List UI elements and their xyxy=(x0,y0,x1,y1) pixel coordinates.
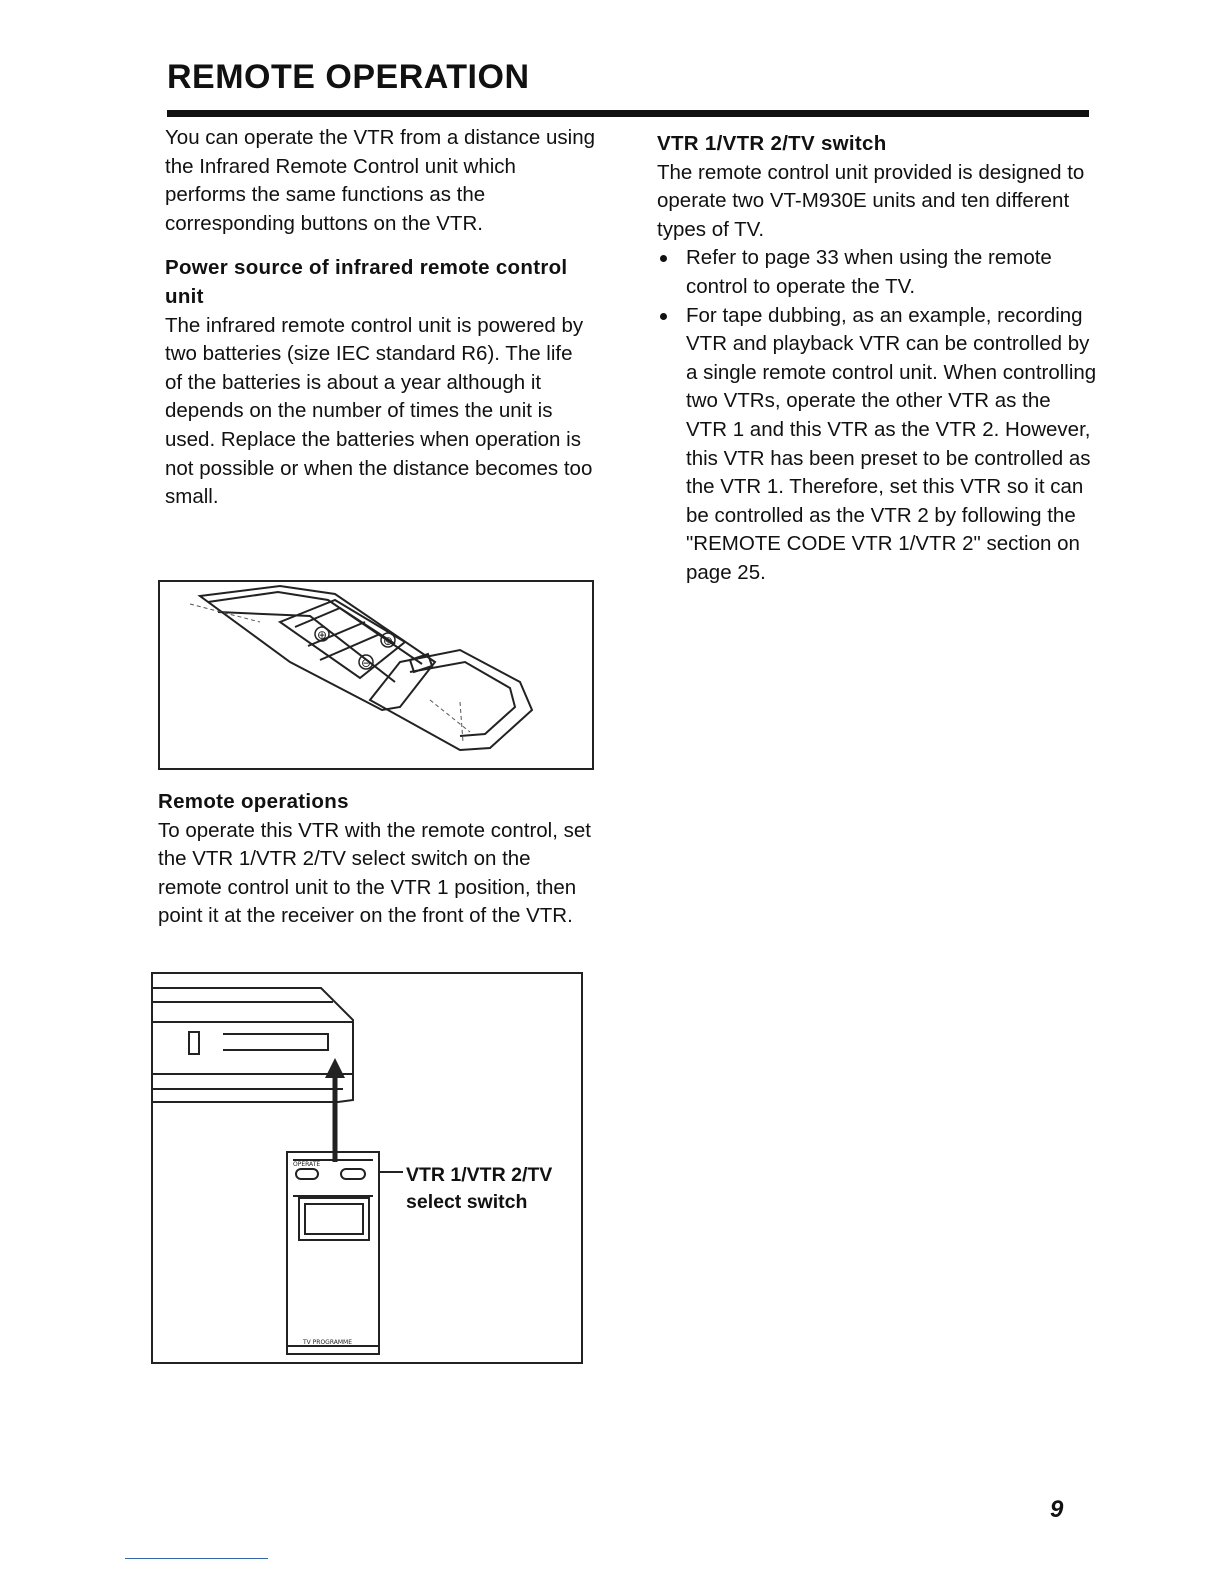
power-source-paragraph: The infrared remote control unit is powered by two batteries (size IEC standard R6). The life of the batteries is about a year although it depends on the number of times the unit is used. Replace the batteries when operation is not possible or when the distance becomes too small. xyxy=(165,313,593,509)
title-rule xyxy=(167,110,1089,117)
switch-bullet-list xyxy=(657,244,1097,587)
select-switch-label xyxy=(406,1162,552,1216)
select-switch-label-line1: VTR 1/VTR 2/TV xyxy=(406,1164,553,1186)
power-source-heading: Power source of infrared remote control unit xyxy=(165,256,568,308)
plus-symbol-2: ⊕ xyxy=(383,634,394,648)
page-title: REMOTE OPERATION xyxy=(167,58,530,96)
battery-compartment-figure xyxy=(158,580,594,770)
left-column xyxy=(165,124,595,512)
bottom-rule xyxy=(125,1558,268,1559)
switch-heading: VTR 1/VTR 2/TV switch xyxy=(657,132,887,155)
remote-operations-section xyxy=(158,788,598,931)
bullet-item: Refer to page 33 when using the remote control to operate the TV. xyxy=(657,244,1097,301)
operate-label: OPERATE xyxy=(293,1161,321,1168)
remote-battery-illustration xyxy=(160,582,592,768)
right-column xyxy=(657,130,1097,588)
minus-symbol: ⊖ xyxy=(361,656,372,670)
tv-programme-label: TV PROGRAMME xyxy=(303,1339,353,1346)
select-switch-figure xyxy=(151,972,583,1364)
intro-paragraph: You can operate the VTR from a distance using the Infrared Remote Control unit which performs the same functions as the corresponding buttons on the VTR. xyxy=(165,126,595,235)
bullet-item: For tape dubbing, as an example, recording VTR and playback VTR can be controlled by a single remote control unit. When controlling two VTRs, operate the other VTR as the VTR 1 and this VTR as the VTR 2. However, this VTR has been preset to be controlled as the VTR 1. Therefore, set this VTR so it can be controlled as the VTR 2 by following the "REMOTE CODE VTR 1/VTR 2" section on page 25. xyxy=(657,302,1097,588)
plus-symbol-1: ⊕ xyxy=(317,628,328,642)
remote-operations-paragraph: To operate this VTR with the remote control, set the VTR 1/VTR 2/TV select switch on the remote control unit to the VTR 1 position, then point it at the receiver on the front of the VTR. xyxy=(158,818,591,928)
page-number: 9 xyxy=(1050,1496,1064,1523)
switch-paragraph: The remote control unit provided is designed to operate two VT-M930E units and ten different types of TV. xyxy=(657,160,1085,241)
remote-operations-heading: Remote operations xyxy=(158,790,349,813)
select-switch-label-line2: select switch xyxy=(406,1191,528,1213)
